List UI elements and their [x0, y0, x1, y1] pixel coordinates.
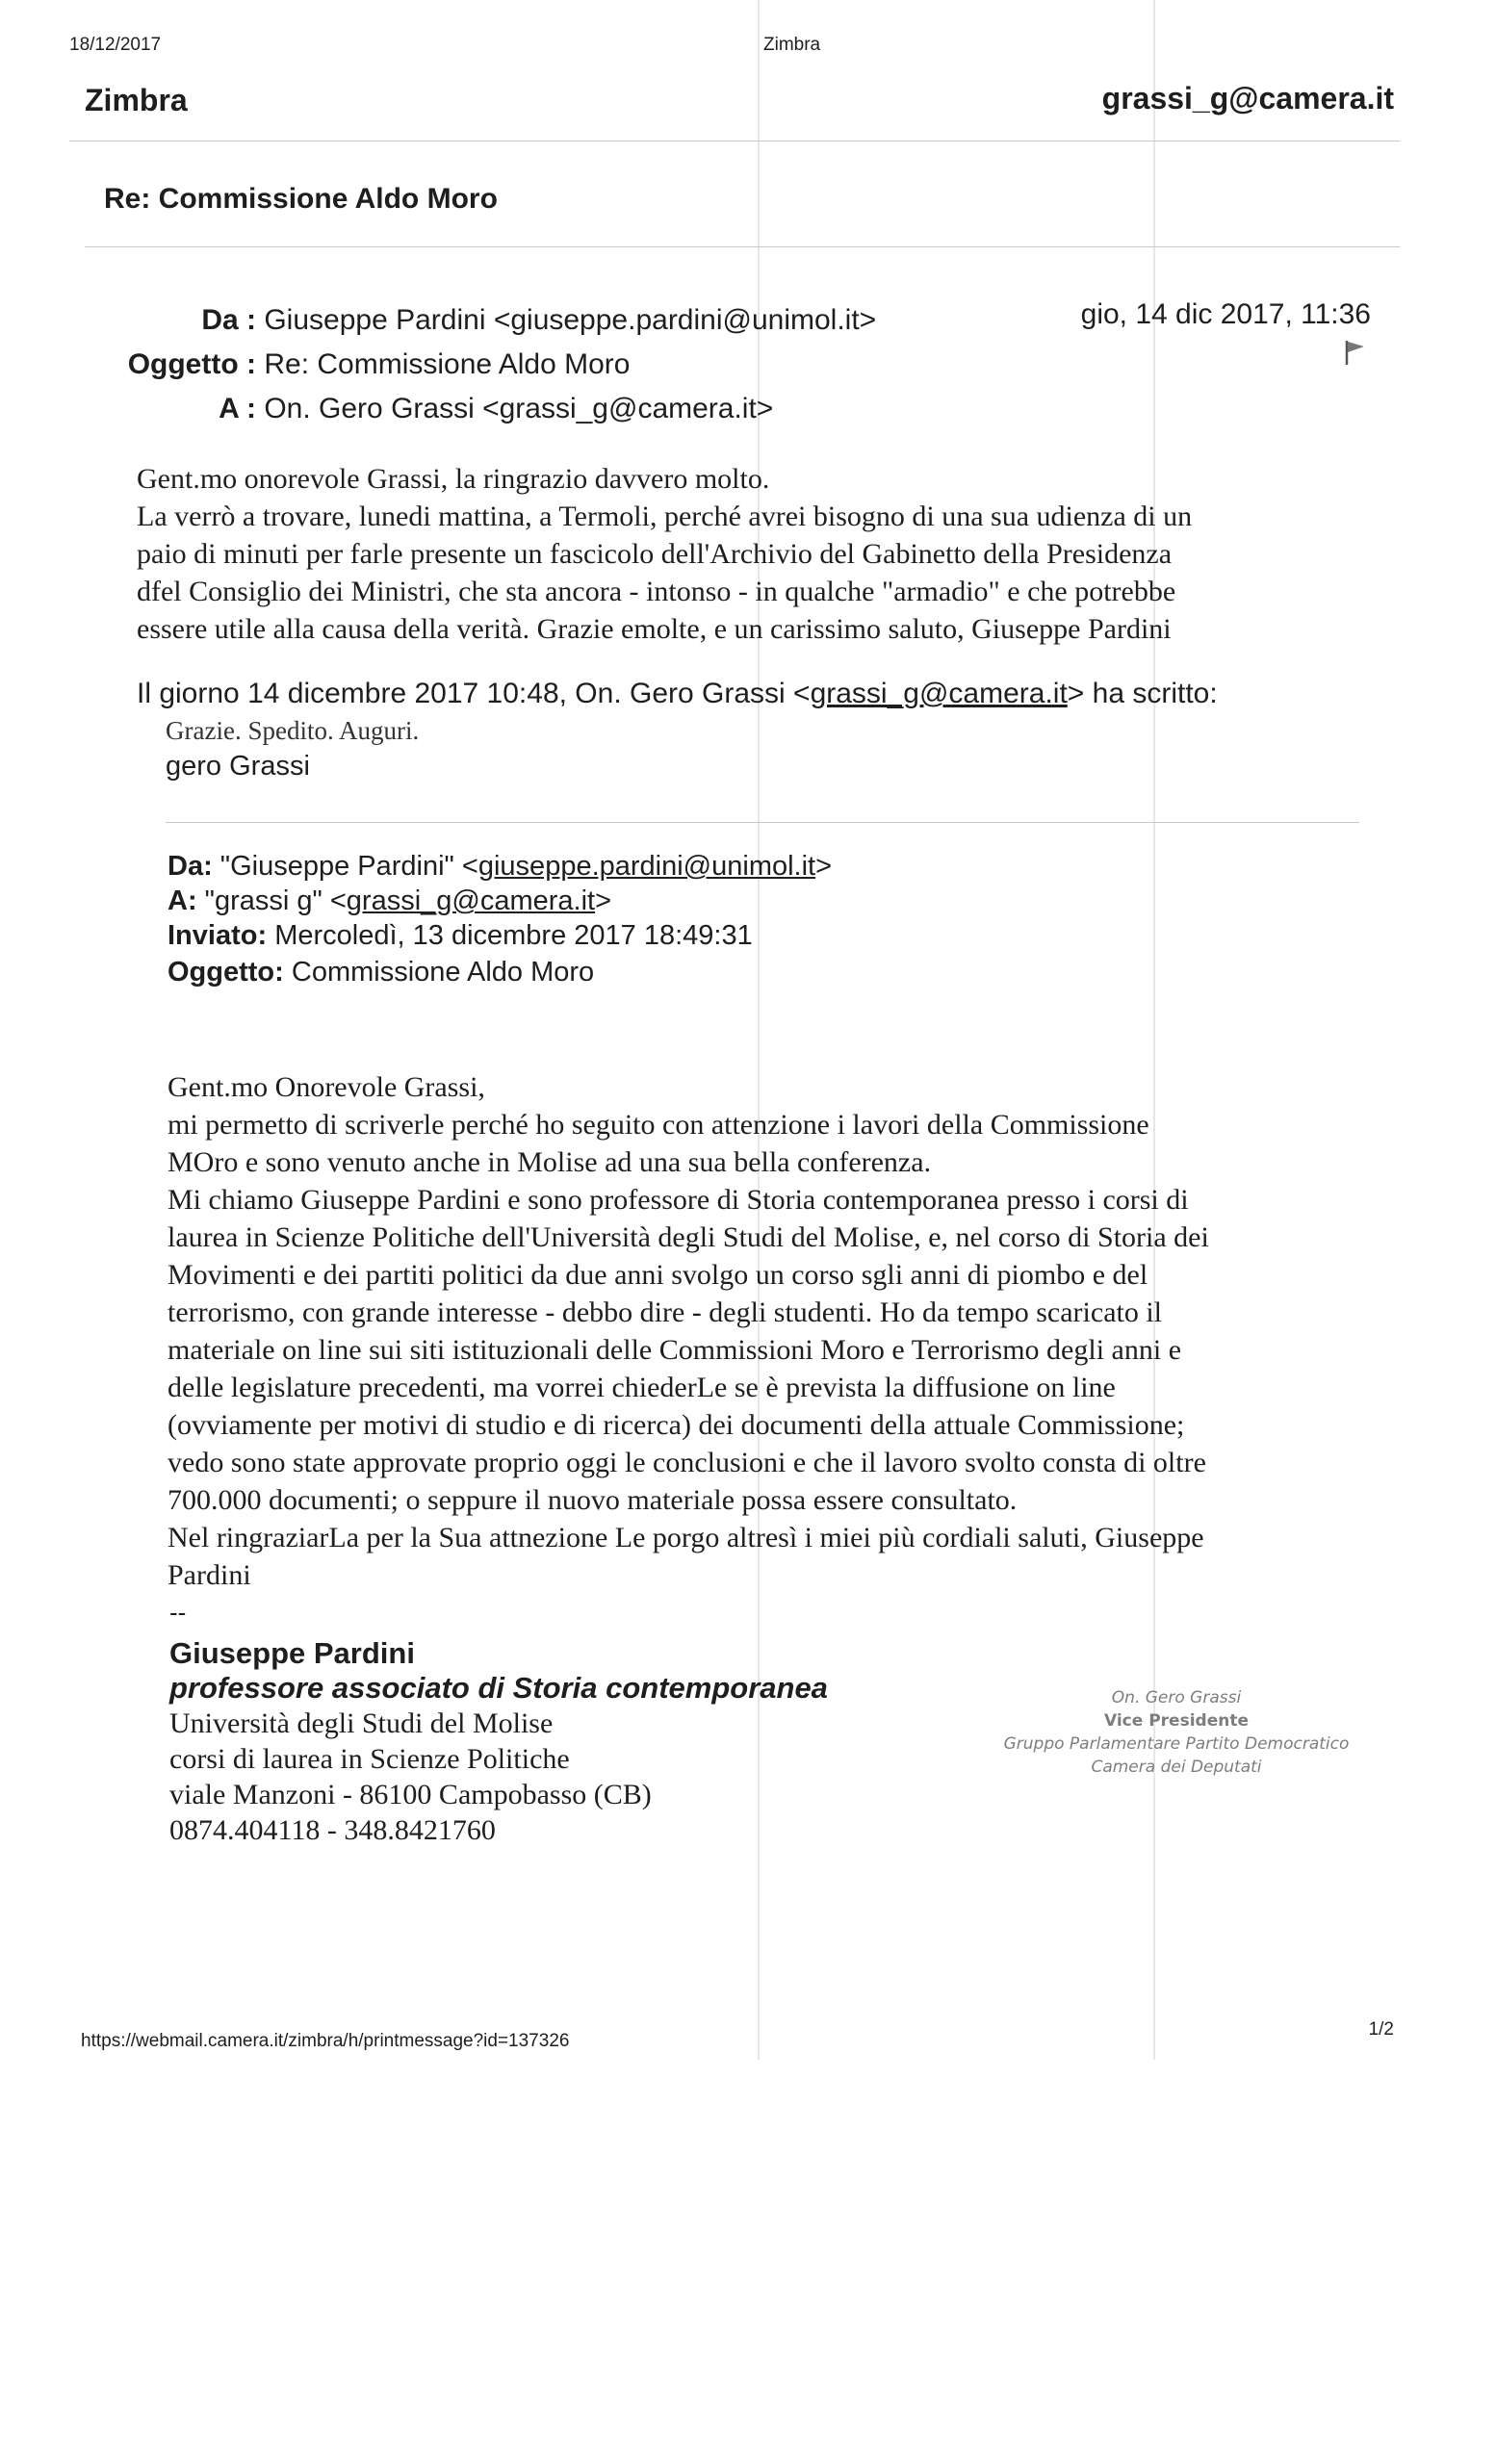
- original-to-email-link[interactable]: grassi_g@camera.it: [346, 886, 596, 916]
- to-label: A :: [219, 393, 256, 424]
- original-line: Movimenti e dei partiti politici da due anni svolgo un corso sgli anni di piombo e del: [168, 1259, 1148, 1291]
- original-line: (ovviamente per motivi di studio e di ricerca) dei documenti della attuale Commissione;: [168, 1409, 1185, 1441]
- original-subject-value: Commissione Aldo Moro: [291, 957, 595, 988]
- original-line: Gent.mo Onorevole Grassi,: [168, 1071, 485, 1103]
- original-line: Pardini: [168, 1559, 251, 1591]
- official-stamp: [984, 1686, 1369, 1779]
- flag-icon[interactable]: [1344, 339, 1367, 366]
- reply-line: La verrò a trovare, lunedi mattina, a Termoli, perché avrei bisogno di una sua udienza di un: [137, 500, 1193, 532]
- quoted-reply-signature: gero Grassi: [166, 751, 310, 782]
- original-line: delle legislature precedenti, ma vorrei chiederLe se è prevista la diffusione on line: [168, 1372, 1116, 1403]
- reply-line: essere utile alla causa della verità. Grazie emolte, e un carissimo saluto, Giuseppe Pardini: [137, 613, 1172, 645]
- signature-line: corsi di laurea in Scienze Politiche: [169, 1743, 570, 1775]
- signature-role: professore associato di Storia contemporanea: [169, 1671, 828, 1705]
- reply-line: dfel Consiglio dei Ministri, che sta ancora - intonso - in qualche "armadio" e che potrebbe: [137, 576, 1176, 607]
- to-value: On. Gero Grassi <grassi_g@camera.it>: [264, 393, 774, 424]
- original-line: Mi chiamo Giuseppe Pardini e sono professore di Storia contemporanea presso i corsi di: [168, 1184, 1189, 1216]
- original-line: vedo sono state approvate proprio oggi le conclusioni e che il lavoro svolto consta di oltre: [168, 1447, 1206, 1478]
- original-body: [168, 1068, 1209, 1594]
- subject-value: Re: Commissione Aldo Moro: [264, 348, 631, 380]
- original-subject-label: Oggetto:: [168, 957, 284, 988]
- reply-line: Gent.mo onorevole Grassi, la ringrazio davvero molto.: [137, 463, 770, 495]
- original-line: laurea in Scienze Politiche dell'Università degli Studi del Molise, e, nel corso di Storia dei: [168, 1221, 1209, 1253]
- original-line: terrorismo, con grande interesse - debbo dire - degli studenti. Ho da tempo scaricato il: [168, 1296, 1163, 1328]
- original-line: materiale on line sui siti istituzionali delle Commissioni Moro e Terrorismo degli anni e: [168, 1334, 1182, 1366]
- reply-line: paio di minuti per farle presente un fascicolo dell'Archivio del Gabinetto della Presidenza: [137, 538, 1173, 570]
- original-line: Nel ringraziarLa per la Sua attnezione Le porgo altresì i miei più cordiali saluti, Giuseppe: [168, 1522, 1204, 1553]
- stamp-line: Vice Presidente: [1104, 1711, 1249, 1731]
- original-from-row: [168, 851, 832, 883]
- quote-divider: [166, 822, 1359, 823]
- original-from-end: >: [815, 851, 833, 882]
- message-date: gio, 14 dic 2017, 11:36: [1080, 298, 1371, 330]
- signature-name: Giuseppe Pardini: [169, 1636, 415, 1670]
- from-label: Da :: [201, 304, 256, 336]
- original-from-label: Da:: [168, 851, 213, 882]
- message-subject-row: [96, 348, 631, 381]
- original-to-end: >: [595, 886, 612, 916]
- signature-line: 0874.404118 - 348.8421760: [169, 1814, 496, 1846]
- original-to-label: A:: [168, 886, 197, 916]
- quote-intro-prefix: Il giorno 14 dicembre 2017 10:48, On. Gero Grassi <: [137, 678, 811, 709]
- quoted-reply-line: Grazie. Spedito. Auguri.: [166, 716, 420, 745]
- signature-details: [169, 1706, 652, 1848]
- subject-divider: [85, 246, 1400, 247]
- print-url: https://webmail.camera.it/zimbra/h/printmessage?id=137326: [81, 2031, 570, 2051]
- stamp-line: Gruppo Parlamentare Partito Democratico: [1003, 1734, 1350, 1754]
- quote-intro-suffix: > ha scritto:: [1067, 678, 1218, 709]
- quote-intro-email-link[interactable]: grassi_g@camera.it: [810, 678, 1068, 709]
- stamp-line: Camera dei Deputati: [1091, 1758, 1262, 1777]
- original-line: mi permetto di scriverle perché ho seguito con attenzione i lavori della Commissione: [168, 1109, 1149, 1141]
- original-sent-value: Mercoledì, 13 dicembre 2017 18:49:31: [274, 920, 753, 951]
- app-title: Zimbra: [85, 83, 188, 117]
- original-to-row: [168, 886, 611, 917]
- print-date: 18/12/2017: [69, 35, 162, 55]
- from-value: Giuseppe Pardini <giuseppe.pardini@unimol.it>: [264, 304, 877, 336]
- original-line: 700.000 documenti; o seppure il nuovo materiale possa essere consultato.: [168, 1484, 1018, 1516]
- account-email: grassi_g@camera.it: [1101, 81, 1394, 116]
- original-line: MOro e sono venuto anche in Molise ad una sua bella conferenza.: [168, 1146, 932, 1178]
- message-to-row: [96, 393, 773, 425]
- stamp-line: On. Gero Grassi: [1111, 1688, 1242, 1707]
- subject-label: Oggetto :: [127, 348, 256, 380]
- reply-body: [137, 460, 1192, 648]
- original-from-name: "Giuseppe Pardini" <: [219, 851, 478, 882]
- print-page-number: 1/2: [1368, 2019, 1394, 2040]
- original-sent-label: Inviato:: [168, 920, 268, 951]
- original-to-name: "grassi g" <: [204, 886, 347, 916]
- quote-intro: [137, 678, 1218, 710]
- signature-line: viale Manzoni - 86100 Campobasso (CB): [169, 1779, 652, 1810]
- signature-line: Università degli Studi del Molise: [169, 1707, 554, 1739]
- original-from-email-link[interactable]: giuseppe.pardini@unimol.it: [477, 851, 816, 882]
- original-sent-row: [168, 920, 753, 952]
- original-subject-row: [168, 957, 594, 988]
- message-subject-title: Re: Commissione Aldo Moro: [104, 183, 498, 215]
- signature-separator: --: [169, 1598, 187, 1627]
- message-from-row: [96, 304, 876, 337]
- print-app-name: Zimbra: [763, 35, 821, 55]
